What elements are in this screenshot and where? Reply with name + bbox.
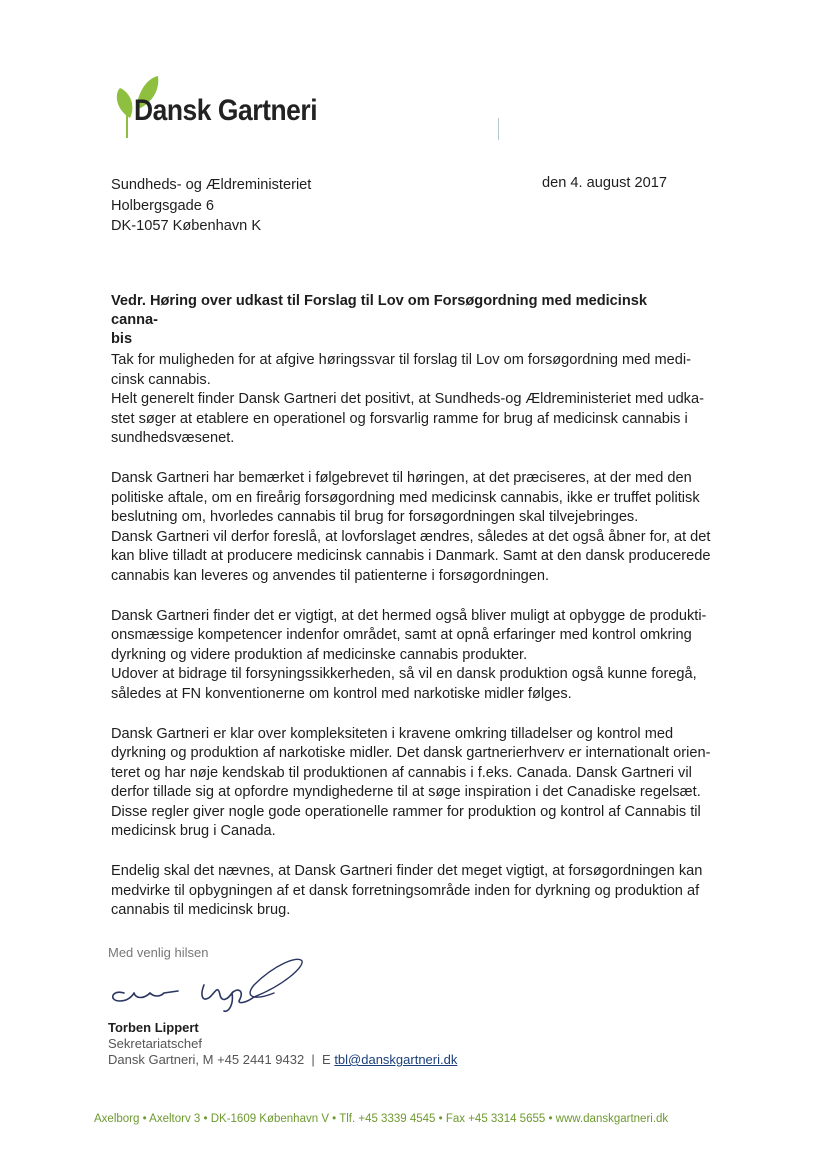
recipient-address [111,175,311,237]
body-line: Disse regler giver nogle gode operationelle rammer for produktion og kontrol af Cannabis til [111,803,701,820]
letter-footer: Axelborg • Axeltorv 3 • DK-1609 København V • Tlf. +45 3339 4545 • Fax +45 3314 5655 • www.danskgartneri.dk [94,1113,669,1125]
body-line: Dansk Gartneri vil derfor foreslå, at lovforslaget ændres, således at det også åbner for, at det [111,528,711,545]
body-line: Dansk Gartneri er klar over kompleksiteten i kravene omkring tilladelser og kontrol med [111,725,674,742]
body-line: derfor tillade sig at opfordre myndighederne til at søge inspiration i det Canadiske regelsæt. [111,784,701,801]
body-line: medicinsk brug i Canada. [111,823,276,840]
body-line: Helt generelt finder Dansk Gartneri det positivt, at Sundheds-og Ældreministeriet med udka- [111,391,704,408]
company-logo [112,72,332,142]
fold-mark [498,118,499,140]
signer-contact [108,1052,457,1068]
contact-text: Dansk Gartneri, M +45 2441 9432 | E [108,1052,335,1067]
signer-block [108,1020,457,1068]
handwritten-signature [104,955,314,1015]
paragraph [111,862,721,921]
body-line: cannabis til medicinsk brug. [111,902,291,919]
body-line: kan blive tilladt at producere medicinsk cannabis i Danmark. Samt at den dansk producerede [111,548,711,565]
body-line: dyrkning og produktion af narkotiske midler. Det dansk gartnerierhverv er internationalt orien- [111,745,711,762]
body-line: politiske aftale, om en fireårig forsøgordning med medicinsk cannabis, ikke er truffet politisk [111,489,700,506]
body-line: Dansk Gartneri finder det er vigtigt, at det hermed også bliver muligt at opbygge de produkti- [111,607,707,624]
body-line: dyrkning og videre produktion af medicinske cannabis produkter. [111,646,528,663]
email-link[interactable]: tbl@danskgartneri.dk [334,1052,458,1067]
body-line: sundhedsvæsenet. [111,430,235,447]
body-line: Endelig skal det nævnes, at Dansk Gartneri finder det meget vigtigt, at forsøgordningen kan [111,863,703,880]
body-line: teret og har nøje kendskab til produktionen af cannabis i f.eks. Canada. Dansk Gartneri vil [111,764,692,781]
recipient-line: Holbergsgade 6 [111,197,215,214]
paragraph [111,725,721,843]
body-line: Dansk Gartneri har bemærket i følgebrevet til høringen, at det præciseres, at der med den [111,469,692,486]
body-line: stet søger at etablere en operationel og forsvarlig ramme for brug af medicinsk cannabis i [111,410,688,427]
letter-date: den 4. august 2017 [542,175,667,191]
paragraph [111,469,721,587]
body-line: cannabis kan leveres og anvendes til patienterne i forsøgordningen. [111,567,550,584]
body-line: medvirke til opbygningen af et dansk forretningsområde inden for dyrkning og produktion af [111,882,700,899]
paragraph [111,607,721,705]
body-line: Tak for muligheden for at afgive høringssvar til forslag til Lov om forsøgordning med medi- [111,352,691,368]
body-line: cinsk cannabis. [111,371,211,388]
body-line: således at FN konventionerne om kontrol med narkotiske midler følges. [111,685,572,702]
subject-line: Vedr. Høring over udkast til Forslag til Lov om Forsøgordning med medicinsk canna- [111,293,647,328]
signer-title: Sekretariatschef [108,1036,202,1051]
subject-heading [111,292,671,349]
closing-salutation: Med venlig hilsen [108,945,209,960]
letter-body [111,351,721,941]
body-line: onsmæssige kompetencer indenfor området, samt at opnå erfaringer med kontrol omkring [111,627,692,644]
body-line: Udover at bidrage til forsyningssikkerheden, så vil en dansk produktion også kunne foregå, [111,666,697,683]
body-line: beslutning om, hvorledes cannabis til brug for forsøgordningen skal tilvejebringes. [111,509,639,526]
logo-text: Dansk Gartneri [134,94,318,127]
subject-line: bis [111,331,133,347]
recipient-line: DK-1057 København K [111,218,262,234]
recipient-line: Sundheds- og Ældreministeriet [111,177,312,193]
signer-name: Torben Lippert [108,1020,199,1035]
paragraph [111,351,721,449]
